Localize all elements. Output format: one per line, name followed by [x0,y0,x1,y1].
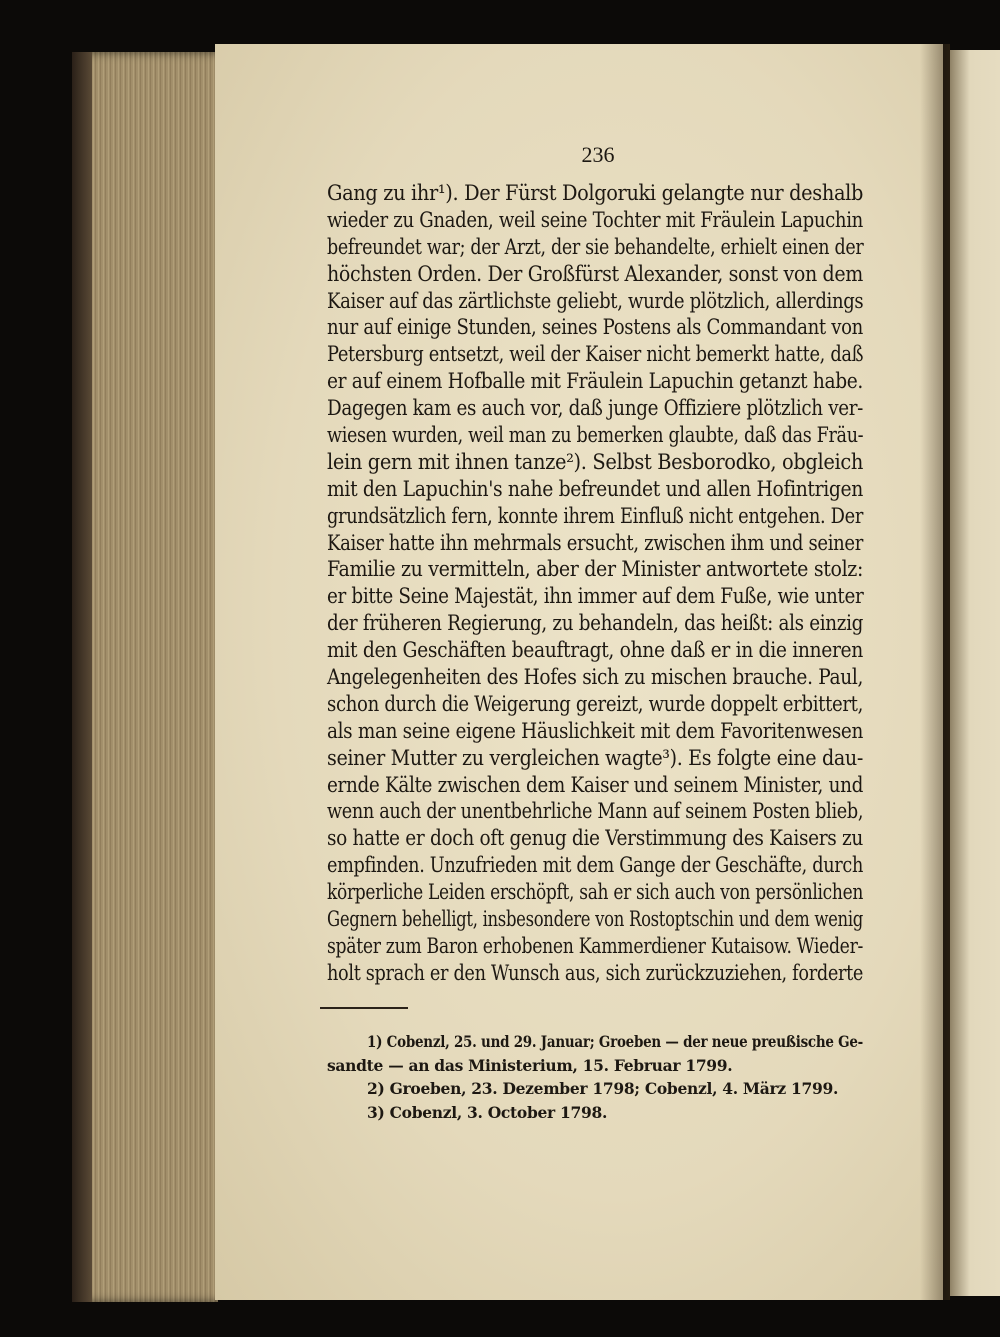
text-line: ernde Kälte zwischen dem Kaiser und seinem Minister, und [327,772,863,797]
page-number: 236 [581,142,615,167]
footnote-1-continued: sandte — an das Ministerium, 15. Februar 1799. [327,1055,733,1075]
text-line: der früheren Regierung, zu behandeln, das heißt: als einzig [327,611,863,636]
text-line: körperliche Leiden erschöpft, sah er sich auch von persönlichen [327,880,863,905]
text-line: er auf einem Hofballe mit Fräulein Lapuchin getanzt habe. [327,369,863,394]
body-text [327,180,863,987]
text-line: grundsätzlich fern, konnte ihrem Einfluß nicht entgehen. Der [327,503,863,528]
text-line: wieder zu Gnaden, weil seine Tochter mit Fräulein Lapuchin [327,207,863,232]
text-line: befreundet war; der Arzt, der sie behandelte, erhielt einen der [327,234,864,259]
text-line: schon durch die Weigerung gereizt, wurde doppelt erbittert, [327,691,863,716]
facing-page-edge [950,50,1000,1296]
footnote-2: 2) Groeben, 23. Dezember 1798; Cobenzl, 4. März 1799. [367,1079,839,1098]
text-line: Petersburg entsetzt, weil der Kaiser nicht bemerkt hatte, daß [327,342,864,367]
text-line: Gang zu ihr¹). Der Fürst Dolgoruki gelangte nur deshalb [327,181,863,205]
text-line: Kaiser hatte ihn mehrmals ersucht, zwischen ihm und seiner [327,530,863,555]
text-line: empfinden. Unzufrieden mit dem Gange der Geschäfte, durch [327,853,863,878]
text-line: später zum Baron erhobenen Kammerdiener Kutaisow. Wieder- [327,933,863,958]
text-line: Familie zu vermitteln, aber der Minister antwortete stolz: [327,557,863,582]
book-page-edges [72,52,218,1302]
text-line: lein gern mit ihnen tanze²). Selbst Besborodko, obgleich [327,449,863,474]
text-line: als man seine eigene Häuslichkeit mit dem Favoritenwesen [327,718,863,743]
page-gutter-shadow [920,44,950,1300]
text-line: er bitte Seine Majestät, ihn immer auf dem Fuße, wie unter [327,584,864,609]
text-line: holt sprach er den Wunsch aus, sich zurückzuziehen, forderte [327,960,863,985]
text-line: mit den Geschäften beauftragt, ohne daß er in die inneren [327,638,863,663]
text-line: mit den Lapuchin's nahe befreundet und allen Hofintrigen [327,476,863,501]
text-line: Kaiser auf das zärtlichste geliebt, wurde plötzlich, allerdings [327,288,864,313]
text-line: wiesen wurden, weil man zu bemerken glaubte, daß das Fräu- [327,423,864,448]
text-line: Dagegen kam es auch vor, daß junge Offiziere plötzlich ver- [327,396,863,421]
text-line: Gegnern behelligt, insbesondere von Rostoptschin und dem wenig [327,907,863,932]
text-line: so hatte er doch oft genug die Verstimmung des Kaisers zu [327,826,863,851]
footnotes [327,1030,863,1124]
footnote-separator [320,1007,408,1009]
book-spine-shadow [72,52,92,1302]
footnote-1: 1) Cobenzl, 25. und 29. Januar; Groeben — der neue preußische Ge- [367,1032,863,1051]
text-line: Angelegenheiten des Hofes sich zu mischen brauche. Paul, [327,665,863,690]
footnote-3: 3) Cobenzl, 3. October 1798. [367,1102,608,1122]
text-line: höchsten Orden. Der Großfürst Alexander, sonst von dem [327,261,863,286]
text-line: nur auf einige Stunden, seines Postens als Commandant von [327,315,863,340]
text-line: wenn auch der unentbehrliche Mann auf seinem Posten blieb, [327,799,864,824]
text-line: seiner Mutter zu vergleichen wagte³). Es folgte eine dau- [327,745,863,770]
